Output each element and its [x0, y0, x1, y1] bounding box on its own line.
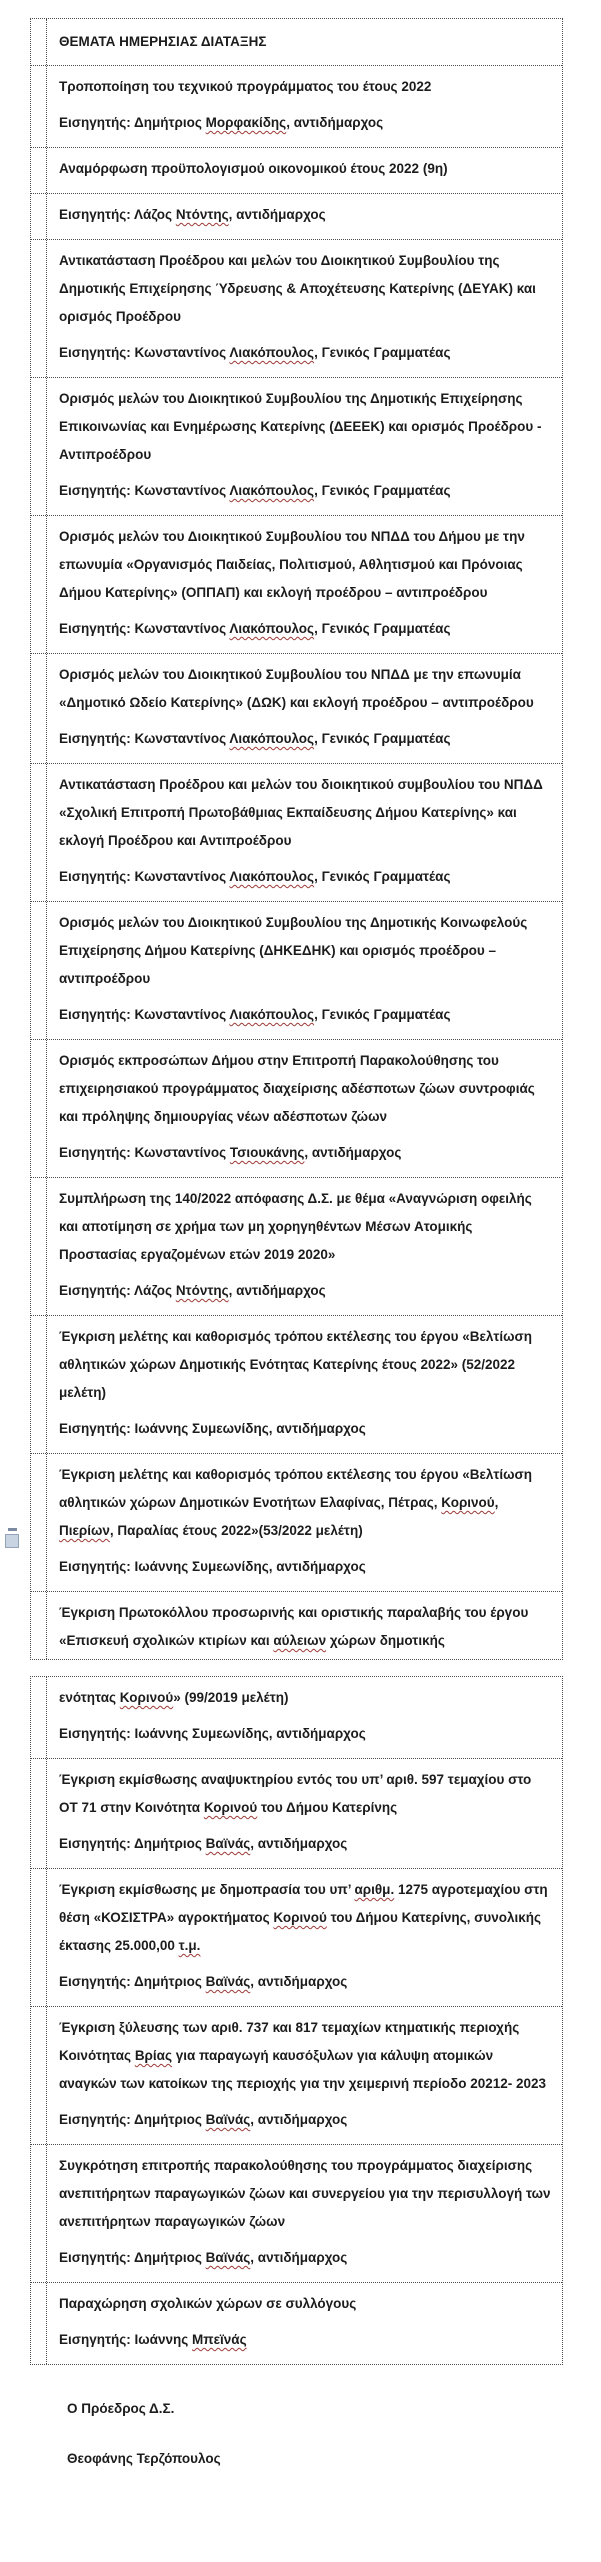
text-segment: ,: [494, 1495, 499, 1510]
presenter-line: [59, 1139, 552, 1167]
item-number-cell: [31, 2007, 47, 2144]
text-segment: Τροποποίηση του τεχνικού προγράμματος του έτους 2022: [59, 79, 432, 94]
topic-line: [59, 247, 552, 331]
presenter-line: [59, 863, 552, 891]
agenda-table-1: [30, 18, 563, 1660]
presenter-line: [59, 1553, 552, 1581]
text-segment: Έγκριση εκμίσθωσης αναψυκτηρίου εντός του υπ’ αριθ. 597 τεμαχίου στο ΟΤ 71 στην Κοινότητα: [59, 1772, 532, 1815]
misspelled-word: αριθμ.: [354, 1882, 395, 1897]
misspelled-word: Μορφακίδης: [205, 115, 287, 130]
text-segment: , αντιδήμαρχος: [250, 2112, 348, 2127]
agenda-item-row: [31, 240, 562, 378]
misspelled-word: Βαϊνάς: [205, 1974, 251, 1989]
text-segment: ενότητας: [59, 1690, 120, 1705]
text-segment: Εισηγητής: Δημήτριος: [59, 115, 206, 130]
misspelled-word: Βαϊνάς: [205, 2250, 251, 2265]
item-content-cell: [47, 2283, 562, 2364]
agenda-item-row: [31, 148, 562, 194]
text-segment: , αντιδήμαρχος: [250, 1836, 348, 1851]
agenda-item-row: [31, 516, 562, 654]
presenter-line: [59, 2106, 552, 2134]
item-number-cell: [31, 1592, 47, 1659]
presenter-line: [59, 2326, 552, 2354]
item-content-cell: [47, 66, 562, 147]
text-segment: , Γενικός Γραμματέας: [314, 1007, 451, 1022]
agenda-item-row: [31, 1759, 562, 1869]
item-content-cell: [47, 1454, 562, 1591]
agenda-item-row: [31, 1592, 562, 1659]
item-content-cell: [47, 240, 562, 377]
topic-line: [59, 1185, 552, 1269]
text-segment: Ορισμός μελών του Διοικητικού Συμβουλίου της Δημοτικής Επιχείρησης Επικοινωνίας και Ενημέρωσης Κατερίνης (ΔΕΕΕΚ) και ορισμός Προέδρου - Αντιπροέδρου: [59, 391, 542, 462]
anchor-dash: [8, 1528, 17, 1531]
text-segment: Εισηγητής: Δημήτριος: [59, 1974, 206, 1989]
item-number-cell: [31, 194, 47, 239]
text-segment: Συμπλήρωση της 140/2022 απόφασης Δ.Σ. με θέμα «Αναγνώριση οφειλής και αποτίμηση σε χρήμα των μη χορηγηθέντων Μέσων Ατομικής Προστασίας εργαζομένων ετών 2019 2020»: [59, 1191, 532, 1262]
text-segment: Εισηγητής: Δημήτριος: [59, 1836, 206, 1851]
misspelled-word: Λιακόπουλος: [229, 1007, 315, 1022]
topic-line: [59, 385, 552, 469]
item-content-cell: [47, 2007, 562, 2144]
topic-line: [59, 1323, 552, 1407]
text-segment: Ορισμός εκπροσώπων Δήμου στην Επιτροπή Παρακολούθησης του επιχειρησιακού προγράμματος διαχείρισης αδέσποτων ζώων συντροφιάς και πρόληψης δημιουργίας νέων αδέσποτων ζώων: [59, 1053, 535, 1124]
topic-line: [59, 771, 552, 855]
item-content-cell: [47, 194, 562, 239]
topic-line: [59, 2290, 552, 2318]
topic-line: [59, 1766, 552, 1822]
item-content-cell: [47, 654, 562, 763]
text-segment: Εισηγητής: Κωνσταντίνος: [59, 621, 230, 636]
topic-line: [59, 2014, 552, 2098]
item-number-cell: [31, 2145, 47, 2282]
topic-line: [59, 1461, 552, 1545]
text-segment: Εισηγητής: Ιωάννης: [59, 2332, 193, 2347]
misspelled-word: Κορινού: [119, 1690, 174, 1705]
misspelled-word: Βρίας: [134, 2048, 172, 2063]
text-segment: Εισηγητής: Κωνσταντίνος: [59, 731, 230, 746]
text-segment: , αντιδήμαρχος: [250, 1974, 348, 1989]
item-number-cell: [31, 66, 47, 147]
topic-line: [59, 2152, 552, 2236]
item-number-cell: [31, 1869, 47, 2006]
misspelled-word: Λιακόπουλος: [229, 483, 315, 498]
topic-line: [59, 909, 552, 993]
text-segment: , αντιδήμαρχος: [250, 2250, 348, 2265]
agenda-item-row: [31, 654, 562, 764]
text-segment: Εισηγητής: Ιωάννης Συμεωνίδης, αντιδήμαρχος: [59, 1726, 366, 1741]
item-number-cell: [31, 654, 47, 763]
item-number-cell: [31, 1040, 47, 1177]
text-segment: , Γενικός Γραμματέας: [314, 345, 451, 360]
item-number-cell: [31, 378, 47, 515]
item-number-cell: [31, 19, 47, 65]
presenter-line: [59, 1277, 552, 1305]
item-content-cell: [47, 1316, 562, 1453]
agenda-item-row: [31, 1316, 562, 1454]
item-content-cell: [47, 19, 562, 65]
text-segment: , Γενικός Γραμματέας: [314, 869, 451, 884]
topic-line: [59, 1047, 552, 1131]
text-segment: , αντιδήμαρχος: [286, 115, 384, 130]
item-content-cell: [47, 378, 562, 515]
agenda-item-row: [31, 1869, 562, 2007]
misspelled-word: Κορινού: [203, 1800, 258, 1815]
item-content-cell: [47, 148, 562, 193]
presenter-line: [59, 725, 552, 753]
presenter-line: [59, 1001, 552, 1029]
item-number-cell: [31, 2283, 47, 2364]
item-content-cell: [47, 2145, 562, 2282]
text-segment: Έγκριση μελέτης και καθορισμός τρόπου εκτέλεσης του έργου «Βελτίωση αθλητικών χώρων Δημοτικών Ενοτήτων Ελαφίνας, Πέτρας,: [59, 1467, 533, 1510]
text-segment: Εισηγητής: Λάζος: [59, 207, 176, 222]
item-content-cell: [47, 1592, 562, 1659]
item-content-cell: [47, 1178, 562, 1315]
presenter-line: [59, 201, 552, 229]
agenda-item-row: [31, 1040, 562, 1178]
text-segment: » (99/2019 μελέτη): [173, 1690, 289, 1705]
misspelled-word: Μπεϊνάς: [192, 2332, 247, 2347]
topic-line: [59, 1684, 552, 1712]
text-segment: Εισηγητής: Ιωάννης Συμεωνίδης, αντιδήμαρχος: [59, 1559, 366, 1574]
topic-line: [59, 1876, 552, 1960]
text-segment: Συγκρότηση επιτροπής παρακολούθησης του προγράμματος διαχείρισης ανεπιτήρητων παραγωγικών ζώων και συνεργείου για την περισυλλογή των ανεπιτήρητων παραγωγικών ζώων: [59, 2158, 551, 2229]
misspelled-word: Κορινού: [441, 1495, 495, 1510]
item-content-cell: [47, 764, 562, 901]
agenda-item-row: [31, 902, 562, 1040]
agenda-item-row: [31, 66, 562, 148]
item-content-cell: [47, 516, 562, 653]
table-header-row: [31, 19, 562, 66]
presenter-line: [59, 477, 552, 505]
text-segment: Έγκριση ξύλευσης των αριθ. 737 και 817 τεμαχίων κτηματικής περιοχής Κοινότητας: [59, 2020, 520, 2063]
item-content-cell: [47, 1869, 562, 2006]
text-segment: Αντικατάσταση Προέδρου και μελών του διοικητικού συμβουλίου του ΝΠΔΔ «Σχολική Επιτροπή Πρωτοβάθμιας Εκπαίδευσης Δήμου Κατερίνης» και εκλογή Προέδρου και Αντιπροέδρου: [59, 777, 543, 848]
text-segment: Αναμόρφωση προϋπολογισμού οικονομικού έτους 2022 (9η): [59, 161, 448, 176]
text-segment: Εισηγητής: Ιωάννης Συμεωνίδης, αντιδήμαρχος: [59, 1421, 366, 1436]
document-footer: [67, 2395, 563, 2473]
agenda-title: [59, 28, 552, 56]
misspelled-word: Κορινού: [273, 1910, 327, 1925]
topic-line: [59, 73, 552, 101]
agenda-table-2: [30, 1676, 563, 2365]
text-segment: Παραχώρηση σχολικών χώρων σε συλλόγους: [59, 2296, 357, 2311]
item-number-cell: [31, 1759, 47, 1868]
misspelled-word: Βαϊνάς: [205, 2112, 251, 2127]
agenda-item-row: [31, 2007, 562, 2145]
text-segment: , Παραλίας έτους 2022»(53/2022 μελέτη): [109, 1523, 363, 1538]
text-segment: του Δήμου Κατερίνης, συνολικής έκτασης 25.000,00: [59, 1910, 542, 1953]
misspelled-word: Ντόντης: [175, 1283, 229, 1298]
item-number-cell: [31, 1178, 47, 1315]
text-segment: Αντικατάσταση Προέδρου και μελών του Διοικητικού Συμβουλίου της Δημοτικής Επιχείρησης Ύδρευσης & Αποχέτευσης Κατερίνης (ΔΕΥΑΚ) και ορισμός Προέδρου: [59, 253, 536, 324]
text-segment: για παραγωγή καυσόξυλων για κάλυψη ατομικών αναγκών των κατοίκων της περιοχής για την χειμερινή περίοδο 20212- 2023: [59, 2048, 547, 2091]
misspelled-word: Τσιουκάνης: [229, 1145, 305, 1160]
text-segment: Εισηγητής: Κωνσταντίνος: [59, 345, 230, 360]
text-segment: Εισηγητής: Κωνσταντίνος: [59, 1145, 230, 1160]
text-segment: Ορισμός μελών του Διοικητικού Συμβουλίου του ΝΠΔΔ με την επωνυμία «Δημοτικό Ωδείο Κατερίνης» (ΔΩΚ) και εκλογή προέδρου – αντιπροέδρου: [59, 667, 534, 710]
text-segment: Έγκριση εκμίσθωσης με δημοπρασία του υπ’: [59, 1882, 355, 1897]
item-number-cell: [31, 240, 47, 377]
text-segment: Ορισμός μελών του Διοικητικού Συμβουλίου της Δημοτικής Κοινωφελούς Επιχείρησης Δήμου Κατερίνης (ΔΗΚΕΔΗΚ) και ορισμός προέδρου – αντιπροέδρου: [59, 915, 528, 986]
topic-line: [59, 523, 552, 607]
presenter-line: [59, 615, 552, 643]
misspelled-word: αύλειων: [273, 1633, 327, 1648]
agenda-item-row: [31, 1178, 562, 1316]
misspelled-word: Λιακόπουλος: [229, 621, 315, 636]
text-segment: Εισηγητής: Δημήτριος: [59, 2250, 206, 2265]
item-content-cell: [47, 902, 562, 1039]
topic-line: [59, 155, 552, 183]
text-segment: Εισηγητής: Δημήτριος: [59, 2112, 206, 2127]
text-segment: Εισηγητής: Κωνσταντίνος: [59, 1007, 230, 1022]
misspelled-word: τ.μ.: [178, 1938, 201, 1953]
presenter-line: [59, 1720, 552, 1748]
item-number-cell: [31, 1454, 47, 1591]
text-segment: Εισηγητής: Λάζος: [59, 1283, 176, 1298]
text-segment: Έγκριση Πρωτοκόλλου προσωρινής και οριστικής παραλαβής του έργου «Επισκευή σχολικών κτιρίων και: [59, 1605, 529, 1648]
topic-line: [59, 661, 552, 717]
misspelled-word: Λιακόπουλος: [229, 731, 315, 746]
agenda-item-row: [31, 764, 562, 902]
misspelled-word: Ντόντης: [175, 207, 229, 222]
agenda-item-row: [31, 378, 562, 516]
footer-role: Ο Πρόεδρος Δ.Σ.: [67, 2401, 175, 2416]
text-segment: , αντιδήμαρχος: [228, 1283, 326, 1298]
presenter-line: [59, 1830, 552, 1858]
text-segment: του Δήμου Κατερίνης: [257, 1800, 398, 1815]
footer-signatory: Θεοφάνης Τερζόπουλος: [67, 2451, 221, 2466]
item-number-cell: [31, 1677, 47, 1758]
item-number-cell: [31, 516, 47, 653]
agenda-item-row: [31, 2145, 562, 2283]
tables-container: [30, 18, 563, 2365]
presenter-line: [59, 1415, 552, 1443]
text-segment: Έγκριση μελέτης και καθορισμός τρόπου εκτέλεσης του έργου «Βελτίωση αθλητικών χώρων Δημοτικής Ενότητας Κατερίνης έτους 2022» (52/2022 μελέτη): [59, 1329, 533, 1400]
text-segment: Εισηγητής: Κωνσταντίνος: [59, 483, 230, 498]
topic-line: [59, 1599, 552, 1655]
text-segment: , Γενικός Γραμματέας: [314, 483, 451, 498]
agenda-item-row: [31, 194, 562, 240]
agenda-item-row: [31, 2283, 562, 2364]
item-number-cell: [31, 148, 47, 193]
misspelled-word: Λιακόπουλος: [229, 869, 315, 884]
object-anchor-icon: [4, 1528, 22, 1548]
text-segment: 1275 αγροτεμαχίου στη θέση «ΚΟΣΙΣΤΡΑ» αγροκτήματος: [59, 1882, 548, 1925]
item-number-cell: [31, 764, 47, 901]
misspelled-word: Βαϊνάς: [205, 1836, 251, 1851]
misspelled-word: Πιερίων: [59, 1523, 110, 1538]
item-content-cell: [47, 1759, 562, 1868]
presenter-line: [59, 2244, 552, 2272]
anchor-box: [5, 1534, 19, 1548]
text-segment: , αντιδήμαρχος: [304, 1145, 402, 1160]
text-segment: , Γενικός Γραμματέας: [314, 731, 451, 746]
agenda-item-row: [31, 1454, 562, 1592]
presenter-line: [59, 339, 552, 367]
text-segment: Εισηγητής: Κωνσταντίνος: [59, 869, 230, 884]
text-segment: χώρων δημοτικής: [326, 1633, 445, 1648]
item-content-cell: [47, 1677, 562, 1758]
item-number-cell: [31, 1316, 47, 1453]
text-segment: , Γενικός Γραμματέας: [314, 621, 451, 636]
presenter-line: [59, 1968, 552, 1996]
item-number-cell: [31, 902, 47, 1039]
text-segment: Ορισμός μελών του Διοικητικού Συμβουλίου του ΝΠΔΔ του Δήμου με την επωνυμία «Οργανισμός Παιδείας, Πολιτισμού, Αθλητισμού και Πρόνοιας Δήμου Κατερίνης» (ΟΠΠΑΠ) και εκλογή προέδρου – αντιπροέδρου: [59, 529, 525, 600]
misspelled-word: Λιακόπουλος: [229, 345, 315, 360]
agenda-item-row: [31, 1677, 562, 1759]
text-segment: , αντιδήμαρχος: [228, 207, 326, 222]
presenter-line: [59, 109, 552, 137]
text-segment: ΘΕΜΑΤΑ ΗΜΕΡΗΣΙΑΣ ΔΙΑΤΑΞΗΣ: [59, 34, 267, 49]
item-content-cell: [47, 1040, 562, 1177]
